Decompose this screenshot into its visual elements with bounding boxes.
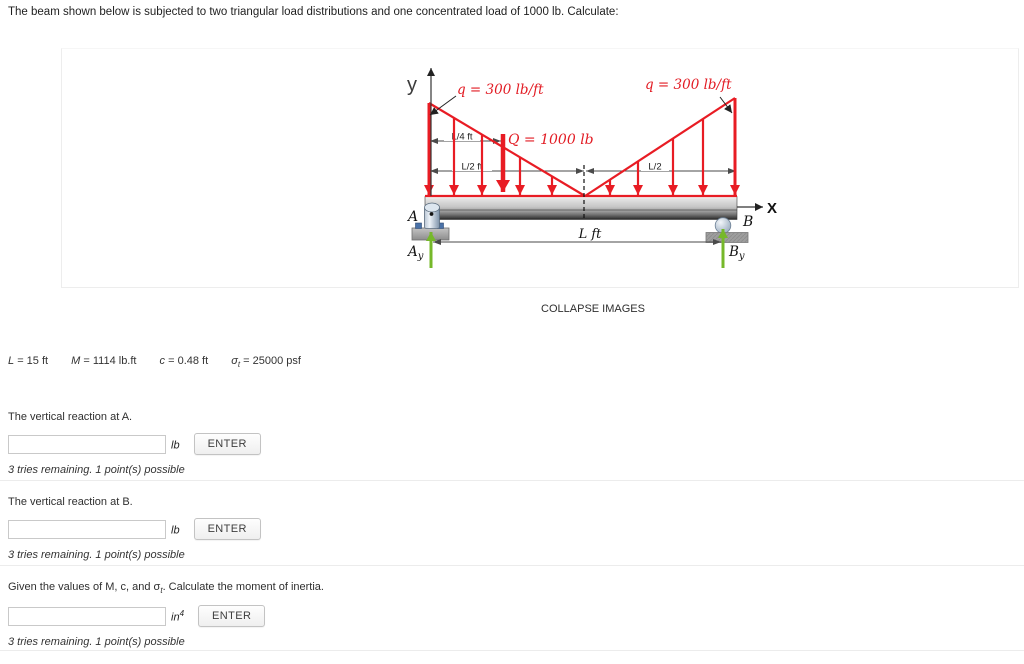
dim-half-right-label: L/2 xyxy=(648,161,662,173)
given-L: L = 15 ft xyxy=(8,355,49,367)
enter-button-reaction-b[interactable]: ENTER xyxy=(194,518,261,540)
question-reaction-b xyxy=(8,496,648,561)
question-prompt: Given the values of M, c, and $\sigma_t$. Calculate the moment of inertia. xyxy=(8,581,324,595)
left-triangular-load xyxy=(429,103,585,196)
beam-diagram xyxy=(400,55,790,280)
reaction-a-label: $A_y$ xyxy=(408,244,424,262)
right-load-label: q = 300 lb/ft xyxy=(645,77,732,93)
x-axis-label: X xyxy=(767,200,778,217)
dim-quarter-label: L/4 ft xyxy=(451,131,473,143)
problem-statement: The beam shown below is subjected to two triangular load distributions and one concentrated load of 1000 lb. Calculate: xyxy=(8,6,619,18)
question-prompt: The vertical reaction at A. xyxy=(8,411,133,423)
question-moment-of-inertia xyxy=(8,581,648,648)
tries-remaining: 3 tries remaining. 1 point(s) possible xyxy=(8,549,185,561)
right-load-pointer-arrow xyxy=(720,97,732,113)
beam xyxy=(425,197,737,220)
section-divider xyxy=(0,480,1024,481)
reaction-b-label: $B_y$ xyxy=(729,244,745,262)
answer-input-reaction-b[interactable] xyxy=(8,520,166,539)
right-triangular-load xyxy=(585,98,735,196)
question-prompt: The vertical reaction at B. xyxy=(8,496,133,508)
dim-half-left-label: L/2 ft xyxy=(461,161,483,173)
enter-button-moment-of-inertia[interactable]: ENTER xyxy=(198,605,265,627)
left-load-label: q = 300 lb/ft xyxy=(457,82,544,98)
unit-label: $in^4$ xyxy=(171,608,185,624)
point-load-label: Q = 1000 lb xyxy=(508,132,594,148)
unit-label: lb xyxy=(171,439,180,452)
given-values xyxy=(8,355,321,369)
section-divider xyxy=(0,565,1024,566)
support-a-label: A xyxy=(408,209,419,225)
given-sigma: $\sigma_t = 25000$ psf xyxy=(231,355,301,369)
answer-input-reaction-a[interactable] xyxy=(8,435,166,454)
collapse-images-button[interactable]: COLLAPSE IMAGES xyxy=(541,303,645,315)
support-b-label: B xyxy=(743,214,754,230)
section-divider xyxy=(0,650,1024,651)
tries-remaining: 3 tries remaining. 1 point(s) possible xyxy=(8,636,185,648)
span-dimension-label: L ft xyxy=(578,227,602,242)
answer-input-moment-of-inertia[interactable] xyxy=(8,607,166,626)
y-axis-label: y xyxy=(407,74,417,96)
enter-button-reaction-a[interactable]: ENTER xyxy=(194,433,261,455)
given-c: c = 0.48 ft xyxy=(159,355,209,367)
support-b-roller xyxy=(706,218,748,243)
given-M: M = 1114 lb.ft xyxy=(71,355,137,367)
unit-label: lb xyxy=(171,524,180,537)
question-reaction-a xyxy=(8,411,648,476)
tries-remaining: 3 tries remaining. 1 point(s) possible xyxy=(8,464,185,476)
